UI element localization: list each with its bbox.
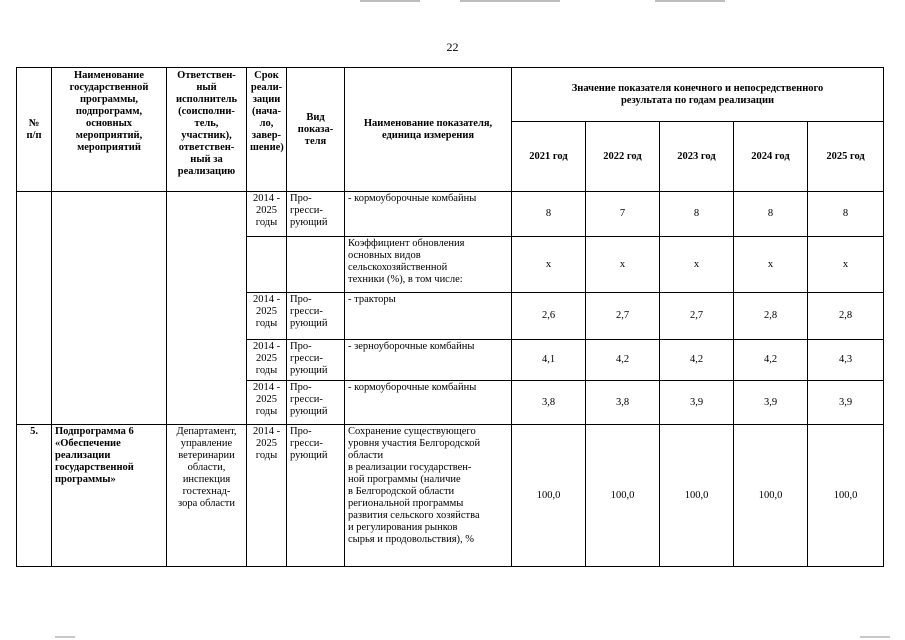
cell-no	[17, 192, 52, 425]
cell-value-2025: 8	[808, 192, 884, 237]
cell-period: 2014 - 2025 годы	[247, 381, 287, 425]
cell-indicator-type: Про- гресси- рующий	[287, 425, 345, 567]
scan-artifact-top	[360, 0, 420, 2]
cell-value-2024: 100,0	[734, 425, 808, 567]
cell-value-2025: 3,9	[808, 381, 884, 425]
cell-value-2024: 8	[734, 192, 808, 237]
cell-value-2021: 3,8	[512, 381, 586, 425]
table-row	[17, 425, 884, 567]
header-year-2023: 2023 год	[660, 122, 734, 192]
header-indicator-type: Вид показа- теля	[287, 68, 345, 192]
cell-value-2022: 4,2	[586, 340, 660, 381]
cell-value-2023: 8	[660, 192, 734, 237]
cell-indicator-name: - зерноуборочные комбайны	[345, 340, 512, 381]
cell-period: 2014 - 2025 годы	[247, 340, 287, 381]
cell-value-2022: 2,7	[586, 293, 660, 340]
cell-value-2021: 2,6	[512, 293, 586, 340]
cell-value-2024: 2,8	[734, 293, 808, 340]
cell-value-2025: 2,8	[808, 293, 884, 340]
scan-artifact-top	[460, 0, 560, 2]
header-year-2024: 2024 год	[734, 122, 808, 192]
header-program: Наименование государственной программы, подпрограмм, основных мероприятий, мероприятий	[52, 68, 167, 192]
header-executor: Ответствен- ный исполнитель (соисполни- тель, участник), ответствен- ный за реализацию	[167, 68, 247, 192]
cell-period: 2014 - 2025 годы	[247, 192, 287, 237]
cell-indicator-type: Про- гресси- рующий	[287, 381, 345, 425]
cell-value-2023: 4,2	[660, 340, 734, 381]
header-no: № п/п	[17, 68, 52, 192]
cell-program: Подпрограмма 6 «Обеспечение реализации государственной программы»	[52, 425, 167, 567]
table-row	[17, 192, 884, 237]
scan-artifact-bottom	[860, 636, 890, 638]
cell-value-2023: 3,9	[660, 381, 734, 425]
cell-executor: Департамент, управление ветеринарии области, инспекция гостехнад- зора области	[167, 425, 247, 567]
cell-period: 2014 - 2025 годы	[247, 293, 287, 340]
cell-value-2021: х	[512, 237, 586, 293]
header-indicator-name: Наименование показателя, единица измерения	[345, 68, 512, 192]
cell-value-2022: х	[586, 237, 660, 293]
cell-indicator-name: - кормоуборочные комбайны	[345, 381, 512, 425]
cell-indicator-name: Сохранение существующего уровня участия Белгородской области в реализации государствен- ной программы (наличие в Белгородской области региональной программы развития сельского хозяйства и регулирования рынков сырья и продовольствия), %	[345, 425, 512, 567]
header-year-2025: 2025 год	[808, 122, 884, 192]
cell-value-2023: х	[660, 237, 734, 293]
cell-period: 2014 - 2025 годы	[247, 425, 287, 567]
cell-period	[247, 237, 287, 293]
cell-indicator-type: Про- гресси- рующий	[287, 293, 345, 340]
cell-value-2022: 100,0	[586, 425, 660, 567]
cell-value-2022: 7	[586, 192, 660, 237]
cell-value-2022: 3,8	[586, 381, 660, 425]
cell-executor	[167, 192, 247, 425]
scan-artifact-top	[655, 0, 725, 2]
cell-value-2025: 4,3	[808, 340, 884, 381]
cell-indicator-type: Про- гресси- рующий	[287, 192, 345, 237]
cell-value-2021: 100,0	[512, 425, 586, 567]
header-period: Срок реали- зации (нача- ло, завер- шение)	[247, 68, 287, 192]
cell-value-2021: 4,1	[512, 340, 586, 381]
cell-indicator-name: - тракторы	[345, 293, 512, 340]
cell-value-2023: 2,7	[660, 293, 734, 340]
cell-value-2024: 3,9	[734, 381, 808, 425]
cell-value-2025: х	[808, 237, 884, 293]
indicators-table	[16, 67, 884, 567]
cell-value-2024: х	[734, 237, 808, 293]
cell-value-2021: 8	[512, 192, 586, 237]
cell-indicator-type: Про- гресси- рующий	[287, 340, 345, 381]
scan-artifact-bottom	[55, 636, 75, 638]
cell-value-2023: 100,0	[660, 425, 734, 567]
cell-indicator-name: - кормоуборочные комбайны	[345, 192, 512, 237]
cell-program	[52, 192, 167, 425]
cell-value-2024: 4,2	[734, 340, 808, 381]
cell-indicator-name: Коэффициент обновления основных видов сельскохозяйственной техники (%), в том числе:	[345, 237, 512, 293]
header-year-2021: 2021 год	[512, 122, 586, 192]
cell-indicator-type	[287, 237, 345, 293]
header-year-2022: 2022 год	[586, 122, 660, 192]
cell-value-2025: 100,0	[808, 425, 884, 567]
cell-no: 5.	[17, 425, 52, 567]
header-values-group: Значение показателя конечного и непосредственного результата по годам реализации	[512, 68, 884, 122]
page-number: 22	[446, 40, 459, 54]
